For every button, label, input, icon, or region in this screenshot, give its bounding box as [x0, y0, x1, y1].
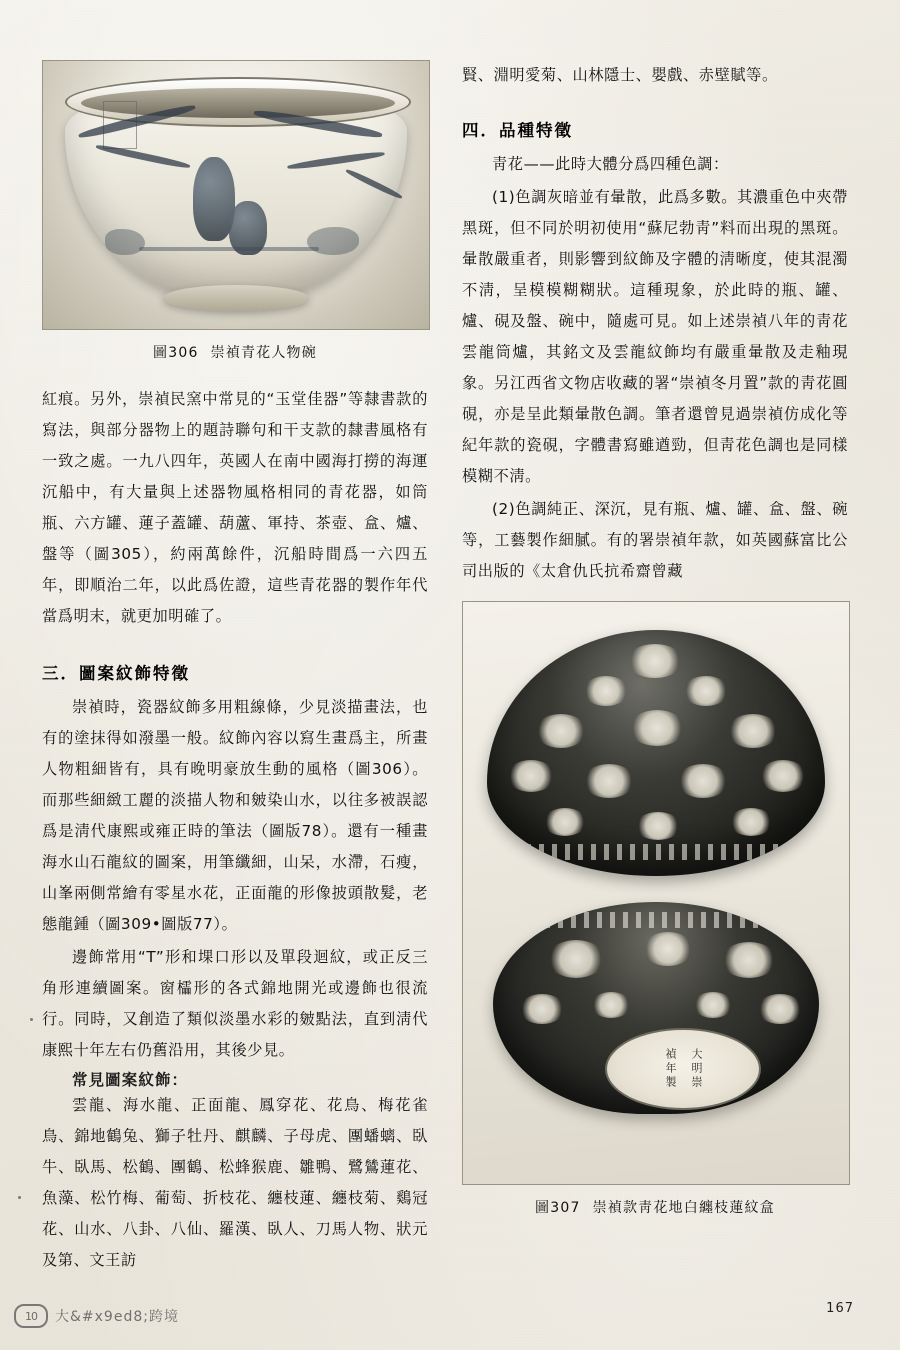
- lotus-floret: [759, 760, 807, 792]
- lotus-floret: [547, 940, 605, 978]
- right-paragraph-3: (2)色調純正、深沉，見有瓶、爐、罐、盒、盤、碗等，工藝製作細膩。有的署崇禎年款，如英國蘇富比公司出版的《太倉仇氏抗希齋曾藏: [462, 500, 848, 580]
- lotus-floret: [627, 644, 683, 678]
- right-paragraph-1: 靑花——此時大體分爲四種色調：: [492, 155, 729, 173]
- lotus-floret: [535, 714, 587, 748]
- spacer: [42, 634, 428, 660]
- ground-line: [139, 247, 319, 251]
- watermark: [14, 1304, 179, 1328]
- page-number: 167: [826, 1301, 854, 1316]
- lotus-floret: [583, 764, 635, 798]
- lotus-floret: [635, 812, 681, 840]
- figure-306-caption: [42, 342, 428, 362]
- left-column: [42, 60, 428, 1278]
- lotus-floret: [543, 808, 587, 836]
- margin-dot: [18, 1196, 21, 1199]
- figure-306-caption-number: 圖306: [153, 345, 199, 361]
- base-top-band: [493, 912, 819, 928]
- right-column: [462, 60, 848, 1217]
- right-continuation-paragraph: 賢、淵明愛菊、山林隱士、嬰戲、赤壁賦等。: [462, 66, 778, 84]
- lotus-floret: [519, 994, 565, 1024]
- figure-306: [42, 60, 428, 362]
- figure-306-caption-text: 崇禎青花人物碗: [210, 345, 317, 361]
- right-paragraph-2: (1)色調灰暗並有暈散，此爲多數。其濃重色中夾帶黑斑，但不同於明初使用“蘇尼勃靑”料而出現的黑斑。暈散嚴重者，則影響到紋飾及字體的淸晰度，使其混濁不淸，呈模模糊糊狀。這種現象，於此時的瓶、罐、爐、硯及盤、碗中，隨處可見。如上述崇禎八年的靑花雲龍筒爐，其銘文及雲龍紋飾均有嚴重暈散及走釉現象。另江西省文物店收藏的署“崇禎冬月置”款的靑花圓硯，亦是呈此類暈散色調。筆者還曾見過崇禎仿成化等紀年款的瓷硯，字體書寫雖遒勁，但靑花色調也是同樣模糊不淸。: [462, 188, 848, 485]
- rock-motif: [307, 227, 359, 255]
- reign-mark-right-column: 大明崇: [690, 1048, 703, 1090]
- bowl-foot: [163, 285, 309, 311]
- box-lid: [487, 630, 825, 876]
- margin-dot: [30, 1018, 33, 1021]
- lotus-floret: [693, 992, 733, 1018]
- lotus-floret: [643, 932, 693, 966]
- lotus-floret: [677, 764, 729, 798]
- lotus-floret: [721, 942, 777, 978]
- reign-mark-medallion: [605, 1028, 761, 1110]
- lotus-floret: [683, 676, 729, 706]
- lid-border-band: [487, 844, 825, 860]
- left-section-paragraph-1: 崇禎時，瓷器紋飾多用粗線條，少見淡描畫法，也有的塗抹得如潑墨一般。紋飾內容以寫生畫爲主，所畫人物粗細皆有，具有晚明豪放生動的風格（圖306）。而那些細緻工麗的淡描人物和皴染山水，以往多被誤認爲是淸代康熙或雍正時的筆法（圖版78）。還有一種畫海水山石龍紋的圖案，用筆纖細，山呆，水滯，石瘦，山峯兩側常繪有零星水花，正面龍的形像披頭散髮，老態龍鍾（圖309•圖版77）。: [42, 698, 428, 933]
- reign-mark-left-column: 禎年製: [664, 1048, 677, 1090]
- figure-307-image: [462, 601, 850, 1185]
- rock-motif: [105, 229, 145, 255]
- spacer: [462, 93, 848, 117]
- lotus-floret: [591, 992, 631, 1018]
- box-base: [493, 902, 819, 1114]
- lotus-floret: [757, 994, 803, 1024]
- figure-307: [462, 601, 848, 1217]
- lotus-floret: [507, 760, 555, 792]
- lotus-floret: [629, 710, 685, 746]
- figure-307-caption: [462, 1197, 848, 1217]
- left-body-paragraph-1: 紅痕。另外，崇禎民窯中常見的“玉堂佳器”等隸書款的寫法，與部分器物上的題詩聯句和干支款的隸書風格有一致之處。一九八四年，英國人在南中國海打撈的海運沉船中，有大量與上述器物風格相同的青花器，如筒瓶、六方罐、蓮子蓋罐、葫蘆、軍持、茶壺、盒、爐、盤等（圖305），約兩萬餘件，沉船時間爲一六四五年，即順治二年，以此爲佐證，這些青花器的製作年代當爲明末，就更加明確了。: [42, 390, 428, 625]
- motif-list-paragraph: 雲龍、海水龍、正面龍、鳳穿花、花鳥、梅花雀鳥、錦地鶴兔、獅子牡丹、麒麟、子母虎、團蟠螭、臥牛、臥馬、松鶴、團鶴、松蜂猴鹿、雛鴨、鷺鷥蓮花、魚藻、松竹梅、葡萄、折枝花、纏枝蓮、纏枝菊、鷄冠花、山水、八卦、八仙、羅漢、臥人、刀馬人物、狀元及第、文王訪: [42, 1096, 428, 1269]
- section-heading-four: 四．品種特徵: [462, 121, 573, 140]
- lotus-floret: [583, 676, 629, 706]
- figure-306-image: [42, 60, 430, 330]
- watermark-text: 大&#x9ed8;跨境: [55, 1309, 179, 1325]
- figure-307-caption-number: 圖307: [535, 1200, 581, 1216]
- left-section-paragraph-2: 邊飾常用“T”形和堁口形以及單段迴紋，或正反三角形連續圖案。窗櫺形的各式錦地開光或邊飾也很流行。同時，又創造了類似淡墨水彩的皴點法，直到淸代康熙十年左右仍舊沿用，其後少見。: [42, 948, 428, 1059]
- lotus-floret: [729, 808, 773, 836]
- motif-subheading: 常見圖案紋飾：: [72, 1071, 189, 1089]
- watermark-logo-icon: 10: [14, 1304, 48, 1328]
- figure-307-caption-text: 崇禎款靑花地白纏枝蓮紋盒: [592, 1200, 775, 1216]
- lotus-floret: [727, 714, 779, 748]
- section-heading-three: 三．圖案紋飾特徵: [42, 664, 190, 683]
